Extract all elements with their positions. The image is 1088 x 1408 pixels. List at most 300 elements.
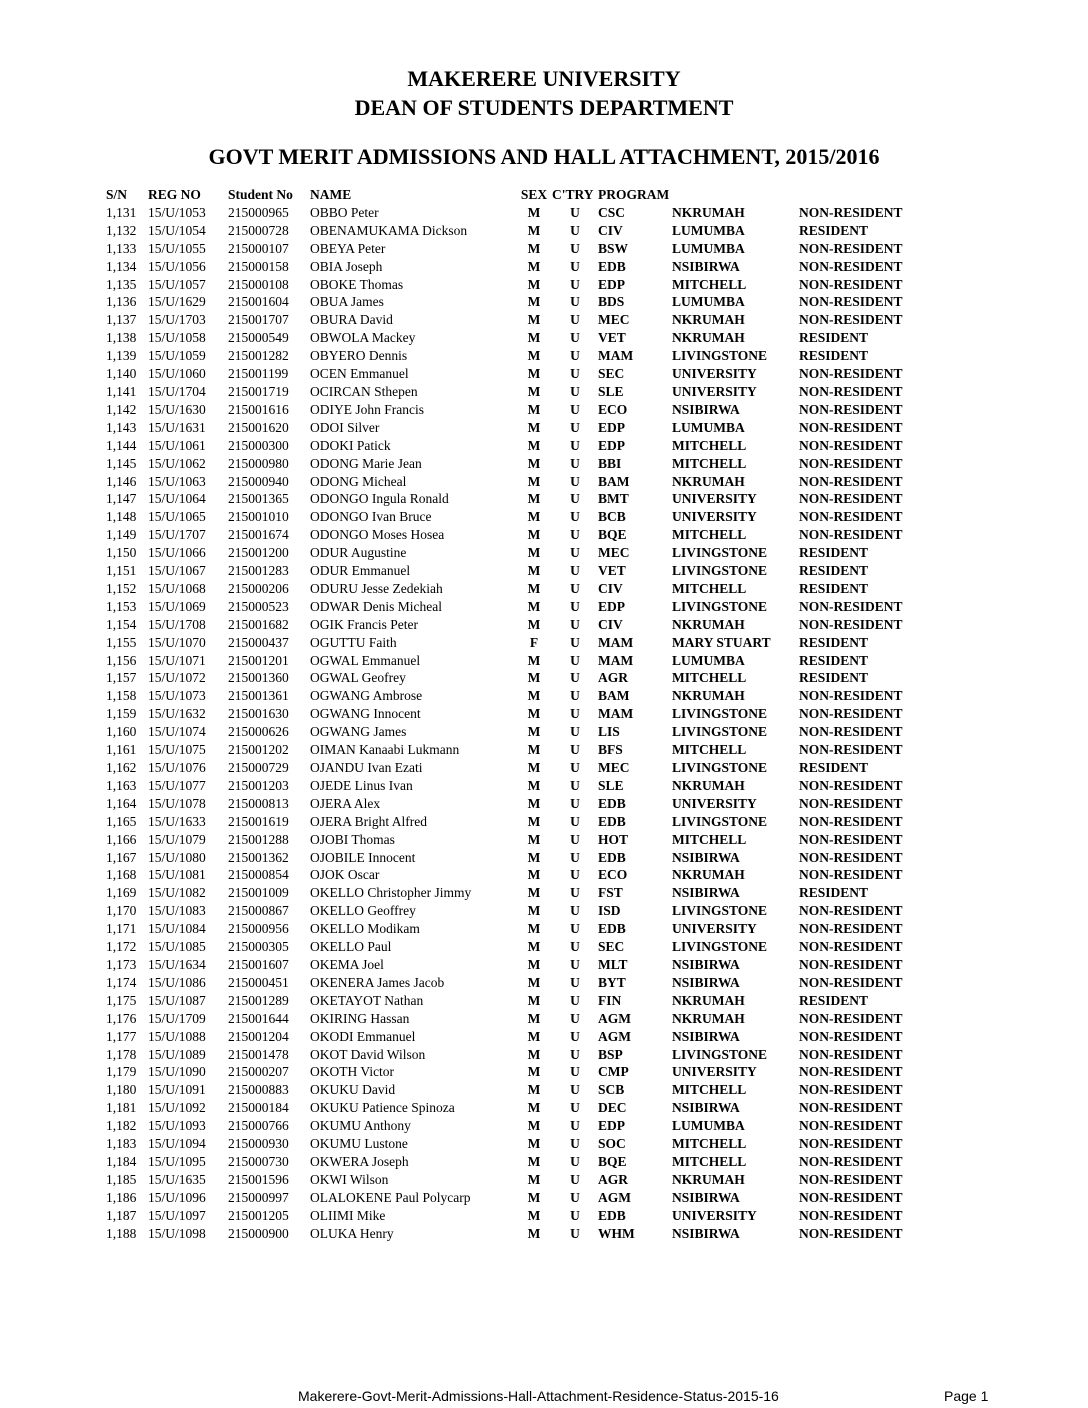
cell-country: U <box>570 509 580 525</box>
cell-hall: NKRUMAH <box>672 312 745 328</box>
cell-reg-no: 15/U/1059 <box>148 348 206 364</box>
cell-residence: RESIDENT <box>799 545 869 561</box>
cell-residence: NON-RESIDENT <box>799 473 903 489</box>
cell-country: U <box>570 670 580 686</box>
cell-residence: NON-RESIDENT <box>799 240 903 256</box>
cell-sex: M <box>527 885 541 901</box>
cell-student-no: 215000883 <box>228 1082 289 1098</box>
cell-sex: M <box>527 401 541 417</box>
cell-student-no: 215000437 <box>228 634 289 650</box>
cell-name: OGWAL Geofrey <box>310 670 406 686</box>
col-header-hall <box>672 186 799 204</box>
cell-sex: M <box>527 437 541 453</box>
cell-reg-no: 15/U/1088 <box>148 1028 206 1044</box>
cell-reg-no: 15/U/1055 <box>148 240 206 256</box>
cell-hall: LIVINGSTONE <box>672 598 768 614</box>
cell-sn: 1,140 <box>106 366 137 382</box>
cell-name: ODIYE John Francis <box>310 401 424 417</box>
cell-residence: NON-RESIDENT <box>799 1010 903 1026</box>
cell-hall: NSIBIRWA <box>672 1100 740 1116</box>
cell-sex: M <box>527 563 541 579</box>
cell-program: EDP <box>598 437 625 453</box>
cell-program: SOC <box>598 1136 626 1152</box>
cell-student-no: 215000940 <box>228 473 289 489</box>
cell-residence: RESIDENT <box>799 580 869 596</box>
cell-sn: 1,153 <box>106 598 137 614</box>
cell-name: ODONGO Moses Hosea <box>310 527 445 543</box>
cell-program: AGR <box>598 1171 628 1187</box>
cell-student-no: 215000305 <box>228 939 289 955</box>
cell-sex: M <box>527 330 541 346</box>
table-row <box>106 1046 919 1064</box>
cell-name: OBBO Peter <box>310 204 379 220</box>
cell-program: MEC <box>598 760 630 775</box>
cell-student-no: 215001010 <box>228 509 289 525</box>
cell-sn: 1,150 <box>106 545 137 561</box>
table-row <box>106 490 919 508</box>
cell-reg-no: 15/U/1056 <box>148 258 206 274</box>
cell-reg-no: 15/U/1084 <box>148 921 206 937</box>
cell-name: OGWAL Emmanuel <box>310 652 421 668</box>
cell-name: OBIA Joseph <box>310 258 383 274</box>
table-row <box>106 1135 919 1153</box>
cell-sex: M <box>527 419 541 435</box>
cell-sex: M <box>527 1225 541 1241</box>
department-title: DEAN OF STUDENTS DEPARTMENT <box>354 95 734 120</box>
cell-hall: LUMUMBA <box>672 294 745 310</box>
cell-residence: NON-RESIDENT <box>799 688 903 704</box>
col-header-sn: S/N <box>106 187 128 202</box>
table-row <box>106 759 919 777</box>
cell-hall: LIVINGSTONE <box>672 706 768 722</box>
cell-student-no: 215000930 <box>228 1136 289 1152</box>
cell-hall: NSIBIRWA <box>672 849 740 865</box>
cell-hall: NKRUMAH <box>672 688 745 704</box>
cell-residence: NON-RESIDENT <box>799 258 903 274</box>
cell-sex: M <box>527 1082 541 1098</box>
cell-residence: NON-RESIDENT <box>799 616 903 632</box>
cell-residence: RESIDENT <box>799 634 869 650</box>
cell-name: ODOKI Patick <box>310 437 391 453</box>
cell-hall: UNIVERSITY <box>672 491 757 507</box>
cell-residence: NON-RESIDENT <box>799 921 903 937</box>
cell-residence: NON-RESIDENT <box>799 1028 903 1044</box>
cell-country: U <box>570 294 580 310</box>
cell-program: EDB <box>598 795 626 811</box>
cell-program: BSP <box>598 1046 623 1062</box>
cell-sn: 1,185 <box>106 1171 137 1187</box>
cell-sex: M <box>527 240 541 256</box>
cell-hall: MITCHELL <box>672 276 747 292</box>
cell-name: ODONG Micheal <box>310 473 407 489</box>
cell-country: U <box>570 1189 580 1205</box>
cell-reg-no: 15/U/1070 <box>148 634 206 650</box>
table-row <box>106 1028 919 1046</box>
cell-sn: 1,148 <box>106 509 137 525</box>
cell-residence: NON-RESIDENT <box>799 724 903 740</box>
cell-name: ODUR Emmanuel <box>310 563 411 579</box>
cell-name: ODUR Augustine <box>310 545 407 561</box>
cell-program: EDB <box>598 258 626 274</box>
cell-sex: M <box>527 992 541 1008</box>
cell-sex: M <box>527 867 541 883</box>
cell-name: OBYERO Dennis <box>310 348 408 364</box>
cell-name: OKOTH Victor <box>310 1064 395 1080</box>
cell-country: U <box>570 992 580 1008</box>
cell-hall: LUMUMBA <box>672 419 745 435</box>
cell-residence: NON-RESIDENT <box>799 1118 903 1134</box>
cell-program: ECO <box>598 867 628 883</box>
cell-student-no: 215000451 <box>228 974 289 990</box>
cell-hall: NSIBIRWA <box>672 1225 740 1241</box>
cell-sex: M <box>527 813 541 829</box>
table-row <box>106 526 919 544</box>
cell-sex: M <box>527 1189 541 1205</box>
cell-sex: M <box>527 204 541 220</box>
cell-student-no: 215000184 <box>228 1100 289 1116</box>
cell-student-no: 215001619 <box>228 813 289 829</box>
cell-sex: M <box>527 222 541 238</box>
cell-country: U <box>570 598 580 614</box>
cell-student-no: 215001616 <box>228 401 289 417</box>
cell-hall: NKRUMAH <box>672 204 745 220</box>
cell-sn: 1,156 <box>106 652 137 668</box>
cell-hall: LIVINGSTONE <box>672 760 768 775</box>
cell-residence: NON-RESIDENT <box>799 1189 903 1205</box>
cell-program: EDP <box>598 276 625 292</box>
cell-country: U <box>570 974 580 990</box>
cell-reg-no: 15/U/1053 <box>148 204 206 220</box>
cell-name: OIMAN Kanaabi Lukmann <box>310 742 460 758</box>
cell-reg-no: 15/U/1709 <box>148 1010 206 1026</box>
cell-program: AGM <box>598 1010 631 1026</box>
cell-country: U <box>570 956 580 972</box>
table-row <box>106 508 919 526</box>
col-header-student-no: Student No <box>228 187 293 202</box>
cell-reg-no: 15/U/1080 <box>148 849 206 865</box>
cell-sex: M <box>527 760 541 775</box>
cell-residence: NON-RESIDENT <box>799 527 903 543</box>
cell-residence: RESIDENT <box>799 222 869 238</box>
cell-country: U <box>570 706 580 722</box>
cell-reg-no: 15/U/1083 <box>148 903 206 919</box>
cell-name: OGWANG James <box>310 724 407 740</box>
table-row <box>106 616 919 634</box>
cell-country: U <box>570 491 580 507</box>
cell-country: U <box>570 1153 580 1169</box>
table-row <box>106 455 919 473</box>
cell-name: OJOK Oscar <box>310 867 380 883</box>
cell-sn: 1,142 <box>106 401 137 417</box>
table-row <box>106 598 919 616</box>
cell-hall: MITCHELL <box>672 742 747 758</box>
cell-hall: NKRUMAH <box>672 777 745 793</box>
table-row <box>106 849 919 867</box>
cell-residence: NON-RESIDENT <box>799 777 903 793</box>
table-row <box>106 311 919 329</box>
cell-residence: NON-RESIDENT <box>799 867 903 883</box>
cell-name: OGIK Francis Peter <box>310 616 418 632</box>
cell-reg-no: 15/U/1076 <box>148 760 206 775</box>
cell-sex: M <box>527 939 541 955</box>
cell-sn: 1,147 <box>106 491 137 507</box>
col-header-residence <box>799 186 919 204</box>
cell-residence: NON-RESIDENT <box>799 706 903 722</box>
table-header-row <box>106 186 919 204</box>
university-title: MAKERERE UNIVERSITY <box>407 66 681 91</box>
cell-sn: 1,188 <box>106 1225 137 1241</box>
table-row <box>106 419 919 437</box>
cell-country: U <box>570 1028 580 1044</box>
cell-sn: 1,137 <box>106 312 137 328</box>
cell-sn: 1,160 <box>106 724 137 740</box>
cell-sex: M <box>527 258 541 274</box>
cell-sex: M <box>527 831 541 847</box>
cell-hall: NSIBIRWA <box>672 956 740 972</box>
cell-student-no: 215000730 <box>228 1153 289 1169</box>
cell-student-no: 215001201 <box>228 652 289 668</box>
cell-hall: NKRUMAH <box>672 330 745 346</box>
table-row <box>106 204 919 222</box>
table-row <box>106 347 919 365</box>
cell-program: CMP <box>598 1064 629 1080</box>
cell-student-no: 215001365 <box>228 491 289 507</box>
cell-residence: NON-RESIDENT <box>799 491 903 507</box>
cell-name: ODONG Marie Jean <box>310 455 422 471</box>
cell-hall: LIVINGSTONE <box>672 563 768 579</box>
cell-residence: NON-RESIDENT <box>799 903 903 919</box>
cell-country: U <box>570 437 580 453</box>
cell-hall: NSIBIRWA <box>672 1028 740 1044</box>
cell-name: OLALOKENE Paul Polycarp <box>310 1189 471 1205</box>
cell-sn: 1,158 <box>106 688 137 704</box>
cell-hall: NKRUMAH <box>672 473 745 489</box>
cell-country: U <box>570 1118 580 1134</box>
cell-sex: M <box>527 670 541 686</box>
cell-student-no: 215001682 <box>228 616 289 632</box>
cell-country: U <box>570 724 580 740</box>
cell-residence: RESIDENT <box>799 992 869 1008</box>
cell-reg-no: 15/U/1082 <box>148 885 206 901</box>
cell-name: OJEDE Linus Ivan <box>310 777 413 793</box>
cell-residence: NON-RESIDENT <box>799 813 903 829</box>
cell-name: OKEMA Joel <box>310 956 384 972</box>
table-row <box>106 580 919 598</box>
table-row <box>106 544 919 562</box>
cell-reg-no: 15/U/1091 <box>148 1082 206 1098</box>
cell-sn: 1,168 <box>106 867 137 883</box>
cell-residence: NON-RESIDENT <box>799 742 903 758</box>
admissions-table <box>106 186 919 1242</box>
cell-program: MAM <box>598 706 634 722</box>
cell-hall: MITCHELL <box>672 437 747 453</box>
cell-hall: UNIVERSITY <box>672 366 757 382</box>
cell-program: MAM <box>598 652 634 668</box>
table-row <box>106 866 919 884</box>
cell-reg-no: 15/U/1063 <box>148 473 206 489</box>
cell-residence: NON-RESIDENT <box>799 1046 903 1062</box>
cell-program: EDP <box>598 598 625 614</box>
cell-country: U <box>570 831 580 847</box>
table-row <box>106 473 919 491</box>
cell-sex: M <box>527 742 541 758</box>
cell-student-no: 215000206 <box>228 580 289 596</box>
cell-name: OKELLO Geoffrey <box>310 903 416 919</box>
cell-sn: 1,145 <box>106 455 137 471</box>
cell-student-no: 215001361 <box>228 688 289 704</box>
cell-reg-no: 15/U/1098 <box>148 1225 206 1241</box>
cell-name: OGWANG Innocent <box>310 706 421 722</box>
cell-residence: NON-RESIDENT <box>799 1153 903 1169</box>
cell-sn: 1,177 <box>106 1028 137 1044</box>
cell-residence: NON-RESIDENT <box>799 1136 903 1152</box>
cell-student-no: 215000549 <box>228 330 289 346</box>
cell-reg-no: 15/U/1090 <box>148 1064 206 1080</box>
table-row <box>106 401 919 419</box>
cell-reg-no: 15/U/1703 <box>148 312 206 328</box>
cell-student-no: 215000107 <box>228 240 289 256</box>
cell-program: CSC <box>598 204 626 220</box>
cell-name: OKUMU Lustone <box>310 1136 408 1152</box>
cell-sex: M <box>527 706 541 722</box>
cell-sn: 1,172 <box>106 939 137 955</box>
cell-reg-no: 15/U/1074 <box>148 724 206 740</box>
table-row <box>106 1153 919 1171</box>
cell-program: SLE <box>598 777 624 793</box>
cell-program: MAM <box>598 348 634 364</box>
cell-hall: MITCHELL <box>672 670 747 686</box>
cell-country: U <box>570 634 580 650</box>
table-row <box>106 884 919 902</box>
cell-country: U <box>570 1136 580 1152</box>
cell-reg-no: 15/U/1078 <box>148 795 206 811</box>
cell-hall: NKRUMAH <box>672 1171 745 1187</box>
cell-reg-no: 15/U/1061 <box>148 437 206 453</box>
cell-reg-no: 15/U/1075 <box>148 742 206 758</box>
cell-sex: M <box>527 1046 541 1062</box>
cell-sex: M <box>527 312 541 328</box>
cell-sn: 1,151 <box>106 563 137 579</box>
cell-sn: 1,178 <box>106 1046 137 1062</box>
cell-program: EDB <box>598 1207 626 1223</box>
cell-sn: 1,132 <box>106 222 137 238</box>
cell-residence: RESIDENT <box>799 885 869 901</box>
cell-program: SCB <box>598 1082 625 1098</box>
cell-program: AGM <box>598 1028 631 1044</box>
cell-name: OKUMU Anthony <box>310 1118 411 1134</box>
cell-program: EDP <box>598 419 625 435</box>
cell-program: BAM <box>598 473 630 489</box>
cell-country: U <box>570 1064 580 1080</box>
cell-country: U <box>570 455 580 471</box>
cell-residence: NON-RESIDENT <box>799 401 903 417</box>
cell-name: OGWANG Ambrose <box>310 688 423 704</box>
table-row <box>106 938 919 956</box>
cell-country: U <box>570 939 580 955</box>
cell-hall: NSIBIRWA <box>672 258 740 274</box>
table-row <box>106 1117 919 1135</box>
col-header-name: NAME <box>310 187 352 202</box>
cell-name: OKELLO Christopher Jimmy <box>310 885 472 901</box>
cell-program: FIN <box>598 992 622 1008</box>
cell-name: OBUA James <box>310 294 384 310</box>
col-header-program: PROGRAM <box>598 187 670 202</box>
cell-sex: F <box>529 634 539 650</box>
cell-hall: NSIBIRWA <box>672 401 740 417</box>
cell-sn: 1,165 <box>106 813 137 829</box>
cell-student-no: 215000207 <box>228 1064 289 1080</box>
cell-hall: MARY STUART <box>672 634 771 650</box>
cell-hall: NKRUMAH <box>672 616 745 632</box>
cell-residence: RESIDENT <box>799 563 869 579</box>
cell-sex: M <box>527 455 541 471</box>
cell-program: AGR <box>598 670 628 686</box>
cell-name: OKOT David Wilson <box>310 1046 426 1062</box>
cell-name: OBOKE Thomas <box>310 276 404 292</box>
cell-hall: MITCHELL <box>672 1136 747 1152</box>
cell-student-no: 215001607 <box>228 956 289 972</box>
cell-sex: M <box>527 527 541 543</box>
cell-name: OKETAYOT Nathan <box>310 992 424 1008</box>
table-row <box>106 1189 919 1207</box>
cell-student-no: 215000813 <box>228 795 289 811</box>
cell-sex: M <box>527 652 541 668</box>
cell-reg-no: 15/U/1079 <box>148 831 206 847</box>
table-row <box>106 992 919 1010</box>
table-row <box>106 222 919 240</box>
cell-student-no: 215001203 <box>228 777 289 793</box>
cell-name: OJOBI Thomas <box>310 831 395 847</box>
cell-student-no: 215000854 <box>228 867 289 883</box>
cell-country: U <box>570 1225 580 1241</box>
cell-reg-no: 15/U/1094 <box>148 1136 206 1152</box>
cell-residence: NON-RESIDENT <box>799 598 903 614</box>
cell-country: U <box>570 616 580 632</box>
cell-sex: M <box>527 276 541 292</box>
cell-reg-no: 15/U/1072 <box>148 670 206 686</box>
cell-hall: LIVINGSTONE <box>672 724 768 740</box>
cell-residence: NON-RESIDENT <box>799 366 903 382</box>
table-row <box>106 669 919 687</box>
cell-name: OGUTTU Faith <box>310 634 397 650</box>
cell-hall: UNIVERSITY <box>672 921 757 937</box>
cell-name: OBURA David <box>310 312 393 328</box>
cell-sex: M <box>527 974 541 990</box>
cell-residence: NON-RESIDENT <box>799 455 903 471</box>
cell-program: WHM <box>598 1225 635 1241</box>
cell-name: OBEYA Peter <box>310 240 386 256</box>
cell-sn: 1,171 <box>106 921 137 937</box>
cell-country: U <box>570 742 580 758</box>
cell-country: U <box>570 921 580 937</box>
cell-country: U <box>570 885 580 901</box>
table-row <box>106 813 919 831</box>
cell-residence: NON-RESIDENT <box>799 1171 903 1187</box>
cell-sn: 1,183 <box>106 1136 137 1152</box>
cell-sex: M <box>527 1136 541 1152</box>
cell-country: U <box>570 204 580 220</box>
cell-residence: RESIDENT <box>799 348 869 364</box>
cell-sn: 1,166 <box>106 831 137 847</box>
cell-residence: NON-RESIDENT <box>799 1225 903 1241</box>
cell-reg-no: 15/U/1635 <box>148 1171 206 1187</box>
cell-program: BQE <box>598 1153 627 1169</box>
cell-sn: 1,133 <box>106 240 137 256</box>
table-row <box>106 1063 919 1081</box>
table-row <box>106 365 919 383</box>
cell-sn: 1,170 <box>106 903 137 919</box>
cell-program: BDS <box>598 294 625 310</box>
